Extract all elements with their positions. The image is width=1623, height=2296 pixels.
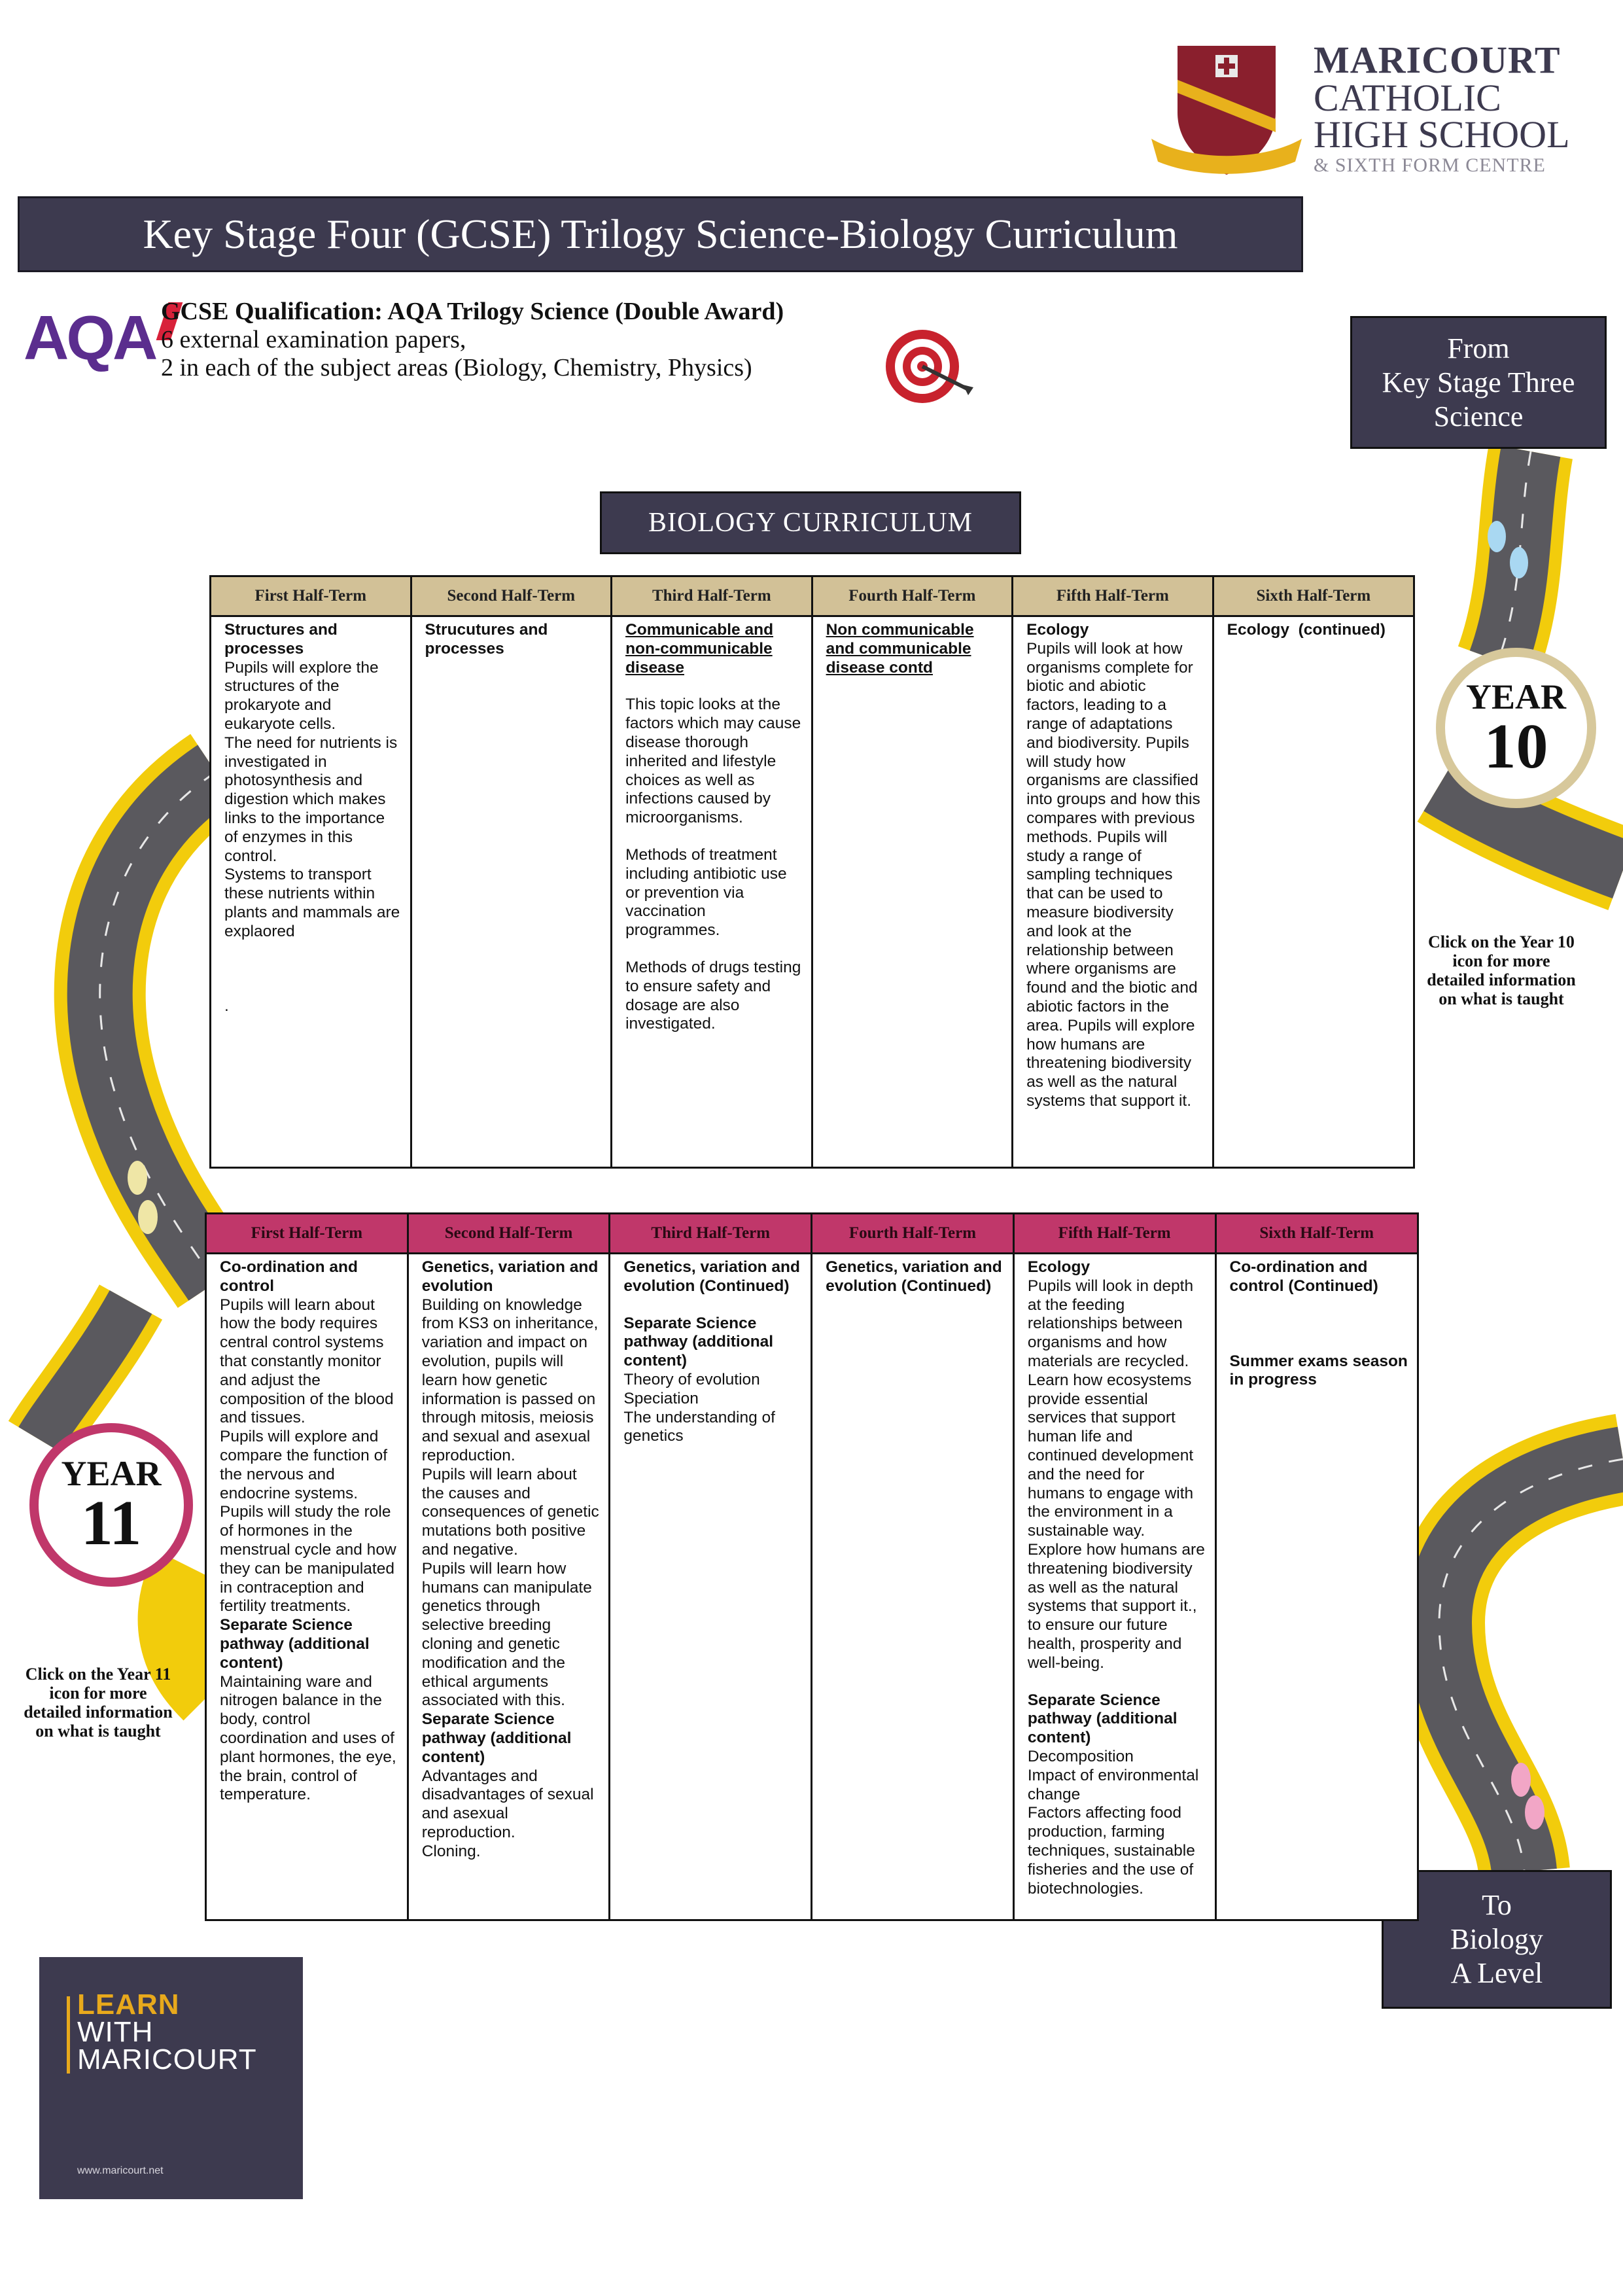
- year11-header-3: Third Half-Term: [610, 1214, 812, 1254]
- to-line1: To: [1482, 1889, 1512, 1921]
- year11-header-2: Second Half-Term: [408, 1214, 610, 1254]
- qualification-line2: 6 external examination papers,: [161, 326, 466, 353]
- target-icon: [883, 327, 975, 406]
- year10-col5-body: Pupils will look at how organisms complete for biotic and abiotic factors, leading to a range of adaptations and biodiversity. Pupils will study how organisms are classified into groups and how this compares with previous methods. Pupils will study a range of sampling techniques that can be used to measure biodiversity and look at the relationship between where organisms are found and the biotic and abiotic factors in the area. Pupils will explore how humans are threatening biodiversity as well as the natural systems that support it.: [1026, 639, 1200, 1110]
- learn-accent-bar: [67, 1996, 70, 2074]
- year10-header-row: [211, 576, 1414, 616]
- year11-header-1: First Half-Term: [206, 1214, 408, 1254]
- learn-line1: LEARN: [77, 1988, 180, 2021]
- year10-badge-number: 10: [1484, 711, 1548, 782]
- section-label: BIOLOGY CURRICULUM: [600, 491, 1021, 554]
- year11-cell-6: [1215, 1254, 1418, 1920]
- year11-cell-1: [206, 1254, 408, 1920]
- year11-header-6: Sixth Half-Term: [1215, 1214, 1418, 1254]
- year11-col4-title: Genetics, variation and evolution (Continued): [826, 1258, 1002, 1295]
- year10-header-1: First Half-Term: [211, 576, 411, 616]
- year10-cell-4: [812, 616, 1013, 1168]
- year10-col4-title[interactable]: Non communicable and communicable disease contd: [826, 621, 974, 677]
- year11-col5-sep-body: Decomposition Impact of environmental change Factors affecting food production, farming techniques, sustainable fisheries and the use of biotechnologies.: [1027, 1747, 1199, 1898]
- year10-col1-body: Pupils will explore the structures of the prokaryote and eukaryote cells. The need for nutrients is investigated in photosynthesis and digestion which makes links to the importance of enzymes in this control. Systems to transport these nutrients within plants and mammals are explaored: [224, 658, 400, 940]
- year10-header-4: Fourth Half-Term: [812, 576, 1013, 616]
- year10-header-2: Second Half-Term: [411, 576, 612, 616]
- learn-line3: MARICOURT: [77, 2043, 257, 2075]
- year11-cell-5: [1013, 1254, 1215, 1920]
- year11-col2-body: Building on knowledge from KS3 on inheritance, variation and impact on evolution, pupils will learn how genetic information is passed on through mitosis, meiosis and sexual and asexual reproduction. Pupils will learn about the causes and consequences of genetic mutations both positive and negative. Pupils will learn how humans can manipulate genetics through selective breeding cloning and genetic modification and the ethical arguments associated with this.: [421, 1296, 599, 1710]
- school-name-line3: HIGH SCHOOL: [1314, 113, 1570, 156]
- year11-col1-title: Co-ordination and control: [220, 1258, 358, 1295]
- year10-col3-title[interactable]: Communicable and non-communicable disease: [625, 621, 774, 677]
- from-line2: Key Stage Three: [1382, 366, 1575, 398]
- qualification-line1: GCSE Qualification: AQA Trilogy Science (Double Award): [161, 298, 784, 325]
- year10-cell-2: [411, 616, 612, 1168]
- aqa-logo: [24, 302, 177, 374]
- year10-header-6: Sixth Half-Term: [1213, 576, 1414, 616]
- year10-col1-title: Structures and processes: [224, 621, 338, 658]
- website-url[interactable]: www.maricourt.net: [77, 2165, 164, 2176]
- year11-col1-sep-title: Separate Science pathway (additional content): [220, 1616, 370, 1672]
- from-line1: From: [1447, 332, 1510, 364]
- year11-header-4: Fourth Half-Term: [812, 1214, 1014, 1254]
- year11-badge-number: 11: [80, 1488, 142, 1559]
- year11-header-row: [206, 1214, 1418, 1254]
- year11-col1-body: Pupils will learn about how the body requires central control systems that constantly monitor and adjust the composition of the blood and tissues. Pupils will explore and compare the function of the nervous and endocrine systems. Pupils will study the role of hormones in the menstrual cycle and how they can be manipulated in contraception and fertility treatments.: [220, 1296, 396, 1616]
- aqa-logo-text: AQA: [24, 303, 156, 373]
- year10-badge-label: YEAR: [1465, 677, 1566, 716]
- qualification-info: [161, 298, 946, 382]
- year11-col3-sep-body: Theory of evolution Speciation The understanding of genetics: [623, 1370, 775, 1445]
- year10-col3-p1: This topic looks at the factors which may cause disease thorough inherited and lifestyle choices as well as infections caused by microorganisms.: [625, 696, 801, 827]
- year10-badge[interactable]: [1436, 648, 1596, 808]
- learn-line2: WITH: [77, 2016, 154, 2048]
- year10-cell-5: [1013, 616, 1213, 1168]
- year10-table: [209, 575, 1415, 1169]
- year10-col1-dot: .: [224, 997, 229, 1015]
- year11-col2-sep-body: Advantages and disadvantages of sexual and asexual reproduction. Cloning.: [421, 1767, 594, 1860]
- year11-col2-title: Genetics, variation and evolution: [421, 1258, 599, 1295]
- year11-col5-body: Pupils will look in depth at the feeding relationships between organisms and how materials are recycled. Learn how ecosystems provide essential services that support human life and continued development and the need for humans to engage with the environment in a sustainable way. Explore how humans are threatening biodiversity as well as the natural systems that support it., to ensure our future health, prosperity and well-being.: [1027, 1277, 1205, 1672]
- year11-col6-note: Summer exams season in progress: [1229, 1352, 1408, 1389]
- year10-content-row: [211, 616, 1414, 1168]
- year11-header-5: Fifth Half-Term: [1013, 1214, 1215, 1254]
- qualification-line3: 2 in each of the subject areas (Biology, Chemistry, Physics): [161, 354, 752, 381]
- year10-col6-title: Ecology (continued): [1227, 621, 1386, 639]
- year10-col5-title: Ecology: [1026, 621, 1089, 639]
- year10-col2-title: Strucutures and processes: [425, 621, 548, 658]
- from-line3: Science: [1433, 400, 1524, 433]
- year10-header-5: Fifth Half-Term: [1013, 576, 1213, 616]
- year10-col3-p3: Methods of drugs testing to ensure safety and dosage are also investigated.: [625, 958, 801, 1033]
- year10-click-hint: Click on the Year 10 icon for more detailed information on what is taught: [1427, 932, 1576, 1008]
- year10-cell-3: [612, 616, 812, 1168]
- year11-col5-sep-title: Separate Science pathway (additional content): [1027, 1691, 1178, 1747]
- from-ks3-box[interactable]: [1350, 316, 1607, 449]
- year11-badge[interactable]: [29, 1423, 193, 1587]
- year11-col1-sep-body: Maintaining ware and nitrogen balance in the body, control coordination and uses of plant hormones, the eye, the brain, control of temperature.: [220, 1672, 396, 1804]
- year11-col3-title: Genetics, variation and evolution (Continued): [623, 1258, 800, 1295]
- year10-cell-6: [1213, 616, 1414, 1168]
- year11-cell-2: [408, 1254, 610, 1920]
- year11-col5-title: Ecology: [1027, 1258, 1091, 1276]
- to-line2: Biology: [1450, 1923, 1543, 1955]
- year10-cell-1: [211, 616, 411, 1168]
- year11-badge-label: YEAR: [61, 1454, 162, 1493]
- year10-col3-p2: Methods of treatment including antibiotic use or prevention via vaccination programmes.: [625, 845, 787, 940]
- year11-table: [205, 1212, 1419, 1921]
- school-name-line1: MARICOURT: [1314, 39, 1561, 81]
- year11-col3-sep-title: Separate Science pathway (additional content): [623, 1314, 774, 1370]
- year10-header-3: Third Half-Term: [612, 576, 812, 616]
- year11-click-hint: Click on the Year 11 icon for more detailed information on what is taught: [24, 1665, 173, 1740]
- year11-cell-4: [812, 1254, 1014, 1920]
- page-title: Key Stage Four (GCSE) Trilogy Science-Biology Curriculum: [143, 211, 1178, 257]
- crest-icon: [1151, 41, 1302, 181]
- year11-cell-3: [610, 1254, 812, 1920]
- page-title-bar: [18, 196, 1303, 272]
- school-name-line2: CATHOLIC: [1314, 77, 1501, 119]
- year11-col6-title: Co-ordination and control (Continued): [1229, 1258, 1378, 1295]
- to-line3: A Level: [1450, 1957, 1543, 1989]
- year11-col2-sep-title: Separate Science pathway (additional content): [421, 1710, 572, 1766]
- learn-with-maricourt-panel: [39, 1957, 303, 2199]
- school-name: [1314, 41, 1614, 177]
- year11-content-row: [206, 1254, 1418, 1920]
- school-name-line4: & SIXTH FORM CENTRE: [1314, 154, 1546, 176]
